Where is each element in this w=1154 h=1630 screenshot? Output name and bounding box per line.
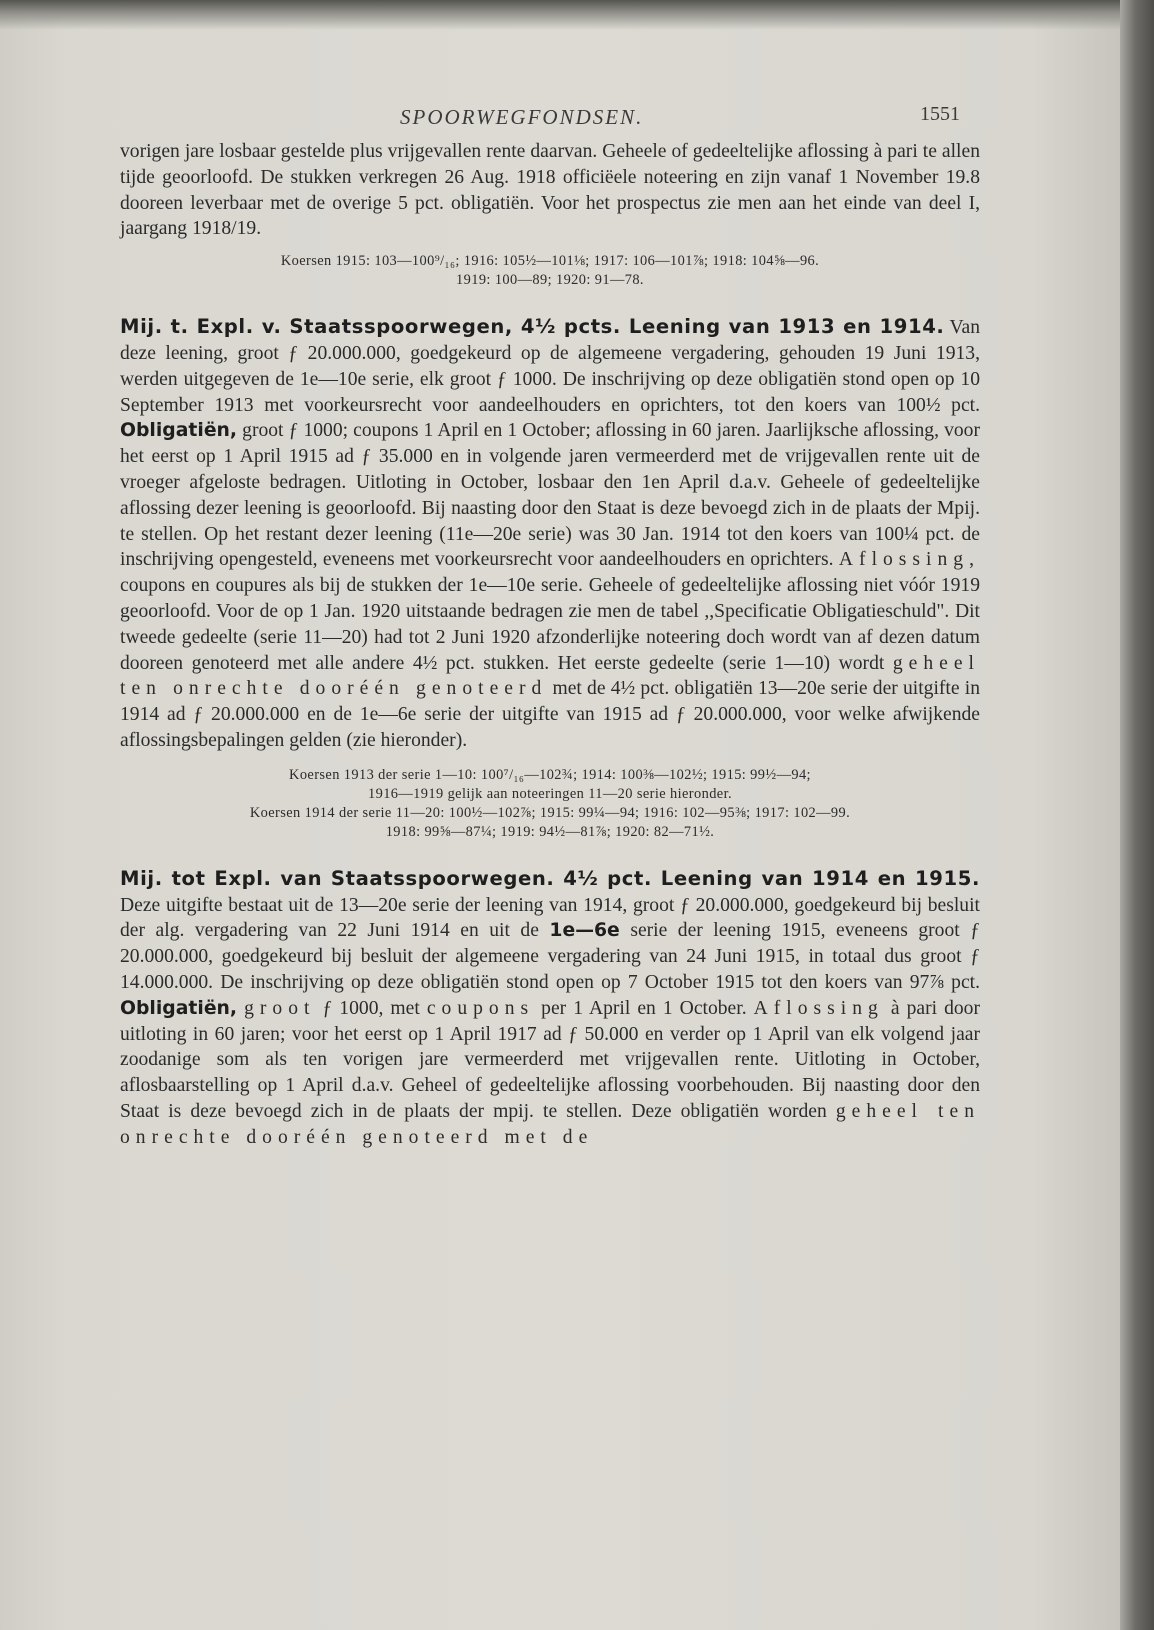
page-number: 1551 xyxy=(920,103,960,125)
intro-paragraph: vorigen jare losbaar gestelde plus vrijgevallen rente daarvan. Geheele of gedeeltelijke aflossing à pari te allen tijde geoorloofd. De stukken verkregen 26 Aug. 1918 officiëele noteering en zijn vanaf 1 November 19.8 dooreen leverbaar met de overige 5 pct. obligatiën. Voor het prospectus zie men aan het einde van deel I, jaargang 1918/19. xyxy=(120,141,980,240)
section-1-heading: Mij. t. Expl. v. Staatsspoorwegen, 4½ pcts. Leening van 1913 en 1914. xyxy=(120,315,945,339)
section-2-heading: Mij. tot Expl. van Staatsspoorwegen. 4½ pct. Leening van 1914 en 1915. xyxy=(120,866,980,890)
section-1-text-a: Van deze leening, groot ƒ 20.000.000, goedgekeurd op de algemeene vergadering, gehouden 19 Juni 1913, werden uitgegeven de 1e—10e serie, elk groot ƒ 1000. De inschrijving op deze obligatiën stond open op 10 September 1913 met voorkeursrecht voor aandeelhouders en oprichters, tot den koers van 100½ pct. xyxy=(120,317,980,416)
book-spine-edge xyxy=(1120,0,1154,1630)
running-head: SPOORWEGFONDSEN. xyxy=(400,105,644,129)
section-1-obligatien-label: Obligatiën, xyxy=(120,420,238,442)
section-1-text-b: groot ƒ 1000; coupons 1 April en 1 October; aflossing in 60 jaren. Jaarlijksche aflossing, voor het eerst op 1 April 1915 ad ƒ 35.000 en in volgende jaren vermeerderd met de vrijgevallen rente uit de vroeger afgeloste bedragen. Uitloting in October, losbaar den 1en April d.a.v. Geheele of gedeeltelijke aflossing dezer leening is geoorloofd. Bij naasting door den Staat is deze bevoegd zich in de plaats der Mpij. te stellen. Op het restant dezer leening (11e—20e serie) was 30 Jan. 1914 tot den koers van 100¼ pct. de inschrijving opengesteld, eveneens met voorkeursrecht voor aandeelhouders en oprichters. xyxy=(120,420,980,571)
section-1-spaced-phrase: geheel ten onrechte dooréén genoteerd xyxy=(120,652,980,700)
section-2-text-c: ƒ 1000, met xyxy=(322,997,420,1019)
section-1-koersen-a-line-1: Koersen 1913 der serie 1—10: 100⁷/₁₆—102¾; 1914: 100⅜—102½; 1915: 99½—94; xyxy=(289,766,811,783)
top-edge-shadow xyxy=(0,0,1154,30)
section-2-serie-label: 1e—6e xyxy=(549,920,620,942)
intro-koersen-line-1: Koersen 1915: 103—100⁹/₁₆; 1916: 105½—101⅛; 1917: 106—101⅞; 1918: 104⅝—96. xyxy=(280,253,820,270)
section-2-groot-spaced: groot xyxy=(244,997,316,1019)
section-2-paragraph xyxy=(120,866,980,1151)
section-1-koersen-a-line-2: 1916—1919 gelijk aan noteeringen 11—20 serie hieronder. xyxy=(368,785,732,802)
page-header xyxy=(120,95,980,129)
section-2-coupons-spaced: coupons xyxy=(426,997,535,1019)
section-1-paragraph xyxy=(120,314,980,754)
section-1-text-c: coupons en coupures als bij de stukken der 1e—10e serie. Geheele of gedeeltelijke aflossing niet vóór 1919 geoorloofd. Voor de op 1 Jan. 1920 uitstaande bedragen zie men de tabel ,,Specificatie Obligatieschuld". Dit tweede gedeelte (serie 11—20) had tot 2 Juni 1920 afzonderlijke noteering doch wordt van af dezen datum dooreen genoteerd met alle andere 4½ pct. stukken. Het eerste gedeelte (serie 1—10) wordt xyxy=(120,575,980,674)
section-1-aflossing-label: Aflossing, xyxy=(838,549,980,571)
section-2-aflossing-label: Aflossing xyxy=(753,997,884,1019)
section-2-obligatien-label: Obligatiën, xyxy=(120,997,238,1019)
section-1-koersen-b-line-1: Koersen 1914 der serie 11—20: 100½—102⅞; 1915: 99¼—94; 1916: 102—95⅜; 1917: 102—99. xyxy=(249,804,851,821)
section-2-text-b: serie der leening 1915, eveneens groot ƒ 20.000.000, goedgekeurd bij besluit der algemeene vergadering van 24 Juni 1915, in totaal dus groot ƒ 14.000.000. De inschrijving op deze obligatiën stond open op 7 October 1915 tot den koers van 97⅞ pct. xyxy=(120,920,980,993)
section-2-spaced-phrase: geheel ten onrechte dooréén genoteerd met de xyxy=(120,1100,980,1148)
section-2-text-d: per 1 April en 1 October. xyxy=(541,997,747,1019)
section-2-text-e: à pari door uitloting in 60 jaren; voor het eerst op 1 April 1917 ad ƒ 50.000 en verder op 1 April van elk volgend jaar zoodanige som als ten vorigen jare vermeerderd met vrijgevallen rente. Uitloting in October, aflosbaarstelling op 1 April d.a.v. Geheel of gedeeltelijke aflossing voorbehouden. Bij naasting door den Staat is deze bevoegd zich in de plaats der mpij. te stellen. Deze obligatiën worden xyxy=(120,997,980,1122)
intro-koersen-line-2: 1919: 100—89; 1920: 91—78. xyxy=(456,272,644,289)
section-1-koersen-b-line-2: 1918: 99⅝—87¼; 1919: 94½—81⅞; 1920: 82—71½. xyxy=(385,823,715,840)
page-content xyxy=(120,95,980,1151)
section-2-text-a: Deze uitgifte bestaat uit de 13—20e serie der leening van 1914, groot ƒ 20.000.000, goedgekeurd bij besluit der alg. vergadering van 22 Juni 1914 en uit de xyxy=(120,894,980,942)
section-1-text-d: met de 4½ pct. obligatiën 13—20e serie der uitgifte in 1914 ad ƒ 20.000.000 en de 1e—6e serie der uitgifte van 1915 ad ƒ 20.000.000, voor welke afwijkende aflossingsbepalingen gelden (zie hieronder). xyxy=(120,678,980,751)
